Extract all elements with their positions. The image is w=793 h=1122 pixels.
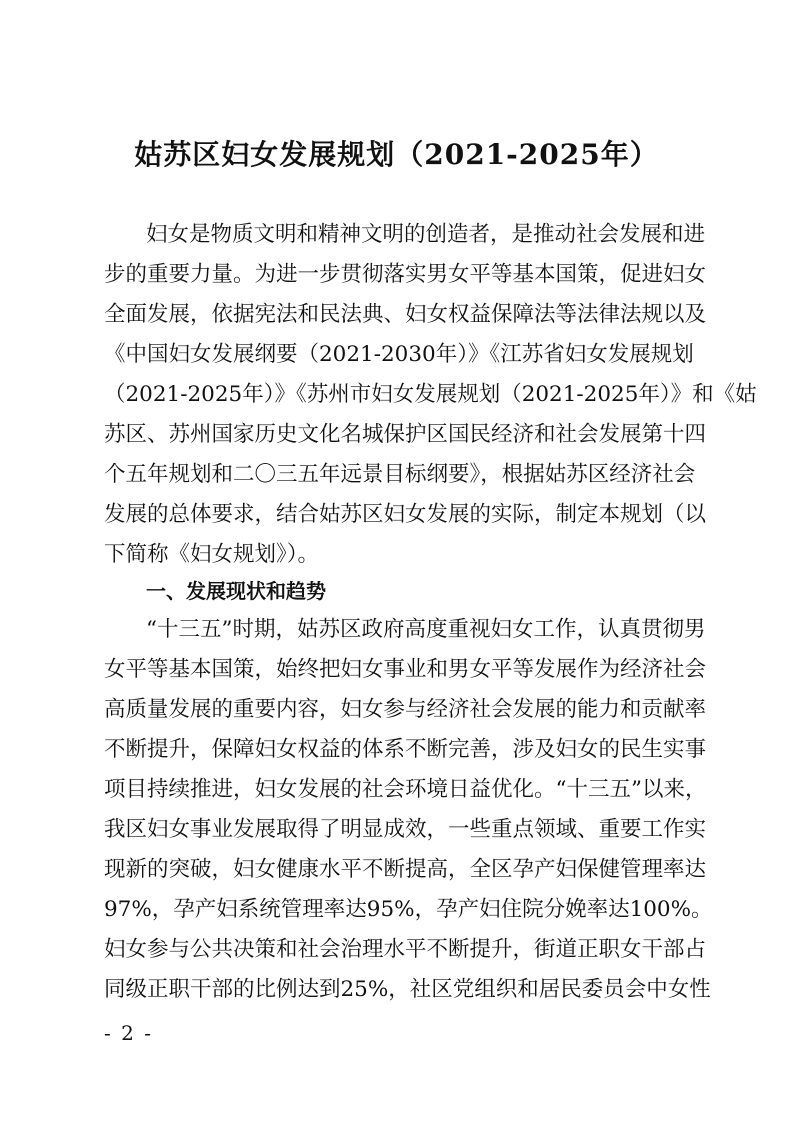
paragraph-line: 项目持续推进，妇女发展的社会环境日益优化。“十三五”以来， bbox=[104, 777, 707, 802]
paragraph-line: 下简称《妇女规划》）。 bbox=[104, 542, 320, 567]
paragraph-line: 同级正职干部的比例达到25%，社区党组织和居民委员会中女性 bbox=[104, 977, 711, 1002]
paragraph-line: 发展的总体要求，结合姑苏区妇女发展的实际，制定本规划（以 bbox=[104, 502, 707, 527]
paragraph-line: 97%，孕产妇系统管理率达95%，孕产妇住院分娩率达100%。 bbox=[104, 897, 713, 922]
paragraph-line: 全面发展，依据宪法和民法典、妇女权益保障法等法律法规以及 bbox=[104, 302, 707, 327]
paragraph-line: 高质量发展的重要内容，妇女参与经济社会发展的能力和贡献率 bbox=[104, 697, 707, 722]
paragraph-line: 现新的突破，妇女健康水平不断提高，全区孕产妇保健管理率达 bbox=[104, 857, 707, 882]
paragraph-line: 妇女参与公共决策和社会治理水平不断提升，街道正职女干部占 bbox=[104, 937, 707, 962]
paragraph-line: 苏区、苏州国家历史文化名城保护区国民经济和社会发展第十四 bbox=[104, 422, 707, 447]
page-number: - 2 - bbox=[104, 1021, 153, 1045]
document-title: 姑苏区妇女发展规划（2021-2025年） bbox=[134, 138, 659, 171]
paragraph-line: 女平等基本国策，始终把妇女事业和男女平等发展作为经济社会 bbox=[104, 657, 707, 682]
paragraph-line: 不断提升，保障妇女权益的体系不断完善，涉及妇女的民生实事 bbox=[104, 737, 707, 762]
paragraph-line: 个五年规划和二〇三五年远景目标纲要》，根据姑苏区经济社会 bbox=[104, 462, 696, 487]
paragraph-line: “十三五”时期，姑苏区政府高度重视妇女工作，认真贯彻男 bbox=[146, 617, 706, 642]
section-heading: 一、发展现状和趋势 bbox=[146, 579, 326, 603]
paragraph-line: 步的重要力量。为进一步贯彻落实男女平等基本国策，促进妇女 bbox=[104, 262, 707, 287]
paragraph-line: 妇女是物质文明和精神文明的创造者，是推动社会发展和进 bbox=[146, 222, 706, 247]
paragraph-line: 我区妇女事业发展取得了明显成效，一些重点领域、重要工作实 bbox=[104, 817, 707, 842]
paragraph-line: （2021-2025年）》《苏州市妇女发展规划（2021-2025年）》和《姑 bbox=[104, 382, 757, 407]
paragraph-line: 《中国妇女发展纲要（2021-2030年）》《江苏省妇女发展规划 bbox=[104, 342, 694, 367]
